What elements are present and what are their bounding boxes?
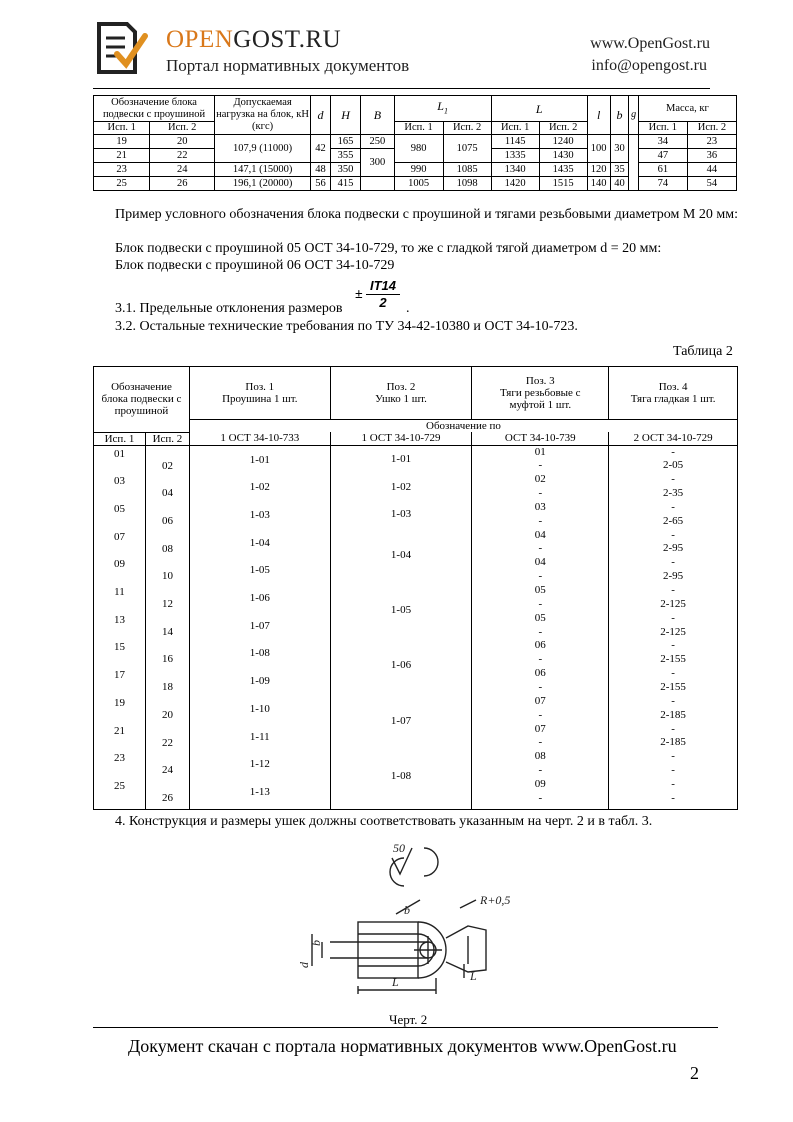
- cell: 165: [330, 135, 360, 149]
- cell: 36: [687, 149, 736, 163]
- t1-isp1: Исп. 1: [94, 122, 150, 135]
- list-item: -: [671, 528, 675, 541]
- list-item: 1-05: [249, 564, 270, 577]
- list-item: 1-10: [249, 702, 270, 715]
- cell: 1240: [539, 135, 587, 149]
- list-item: 2-95: [663, 542, 684, 555]
- cell: 1098: [443, 177, 491, 191]
- cell: 40: [610, 177, 629, 191]
- t1-m-isp2: Исп. 2: [687, 122, 736, 135]
- list-item: -: [538, 680, 543, 693]
- dim-radius: R+0,5: [480, 893, 511, 907]
- cell: 250: [361, 135, 394, 149]
- list-item: -: [538, 570, 543, 583]
- list-item: 07: [534, 722, 546, 735]
- list-item: -: [538, 653, 543, 666]
- list-item: 1-05: [390, 603, 412, 616]
- list-item: 03: [113, 475, 125, 488]
- list-item: 1-12: [249, 758, 270, 771]
- dim-d: d: [297, 962, 311, 968]
- tolerance-fraction: [366, 278, 400, 310]
- cell: 350: [330, 163, 360, 177]
- table-row: [94, 135, 737, 149]
- list-item: -: [538, 736, 543, 749]
- list-item: 08: [161, 542, 173, 555]
- list-item: 02: [161, 459, 173, 472]
- list-item: -: [671, 667, 675, 680]
- t1-header-L1: $L_1$: [394, 96, 491, 122]
- list-item: 19: [113, 696, 125, 709]
- list-item: 2-35: [663, 487, 684, 500]
- list-item: 06: [161, 514, 173, 527]
- list-item: 16: [161, 653, 173, 666]
- t2-header-pos1: Поз. 1 Проушина 1 шт.: [189, 367, 330, 420]
- cell: 23: [687, 135, 736, 149]
- clause-3-2: 3.2. Остальные технические требования по ТУ 34-42-10380 и ОСТ 34-10-723.: [115, 319, 578, 334]
- list-item: -: [671, 750, 675, 763]
- t1-header-L: L: [491, 96, 587, 122]
- cell: 19: [94, 135, 150, 149]
- list-item: 1-08: [390, 769, 412, 782]
- t1-isp2: Исп. 2: [150, 122, 215, 135]
- list-item: -: [671, 722, 675, 735]
- cell: 56: [311, 177, 331, 191]
- list-item: -: [538, 764, 543, 777]
- cell: 1515: [539, 177, 587, 191]
- list-item: -: [538, 514, 543, 527]
- clause-4: 4. Конструкция и размеры ушек должны соответствовать указанным на черт. 2 и в табл. 3.: [115, 814, 653, 829]
- list-item: 01: [534, 445, 546, 458]
- list-item: 09: [113, 558, 125, 571]
- list-item: 1-02: [249, 481, 270, 494]
- cell: 1075: [443, 135, 491, 163]
- t1-header-b: b: [610, 96, 629, 135]
- cell: 34: [638, 135, 687, 149]
- cell: 42: [311, 135, 331, 163]
- cell: 1420: [491, 177, 539, 191]
- list-item: 03: [534, 500, 546, 513]
- dim-b: b: [404, 903, 410, 917]
- list-item: -: [671, 500, 675, 513]
- list-item: 07: [534, 694, 546, 707]
- fraction-numerator: IT14: [366, 278, 400, 295]
- cell: 54: [687, 177, 736, 191]
- cell: 980: [394, 135, 443, 163]
- cell: 25: [94, 177, 150, 191]
- cell: 23: [94, 163, 150, 177]
- t2-col-pos1: [189, 445, 330, 809]
- t2-col-isp1: [94, 445, 146, 809]
- list-item: 17: [113, 669, 125, 682]
- t2-col-pos3: [472, 445, 609, 809]
- cell: 107,9 (11000): [215, 135, 311, 163]
- t1-L-isp1: Исп. 1: [491, 122, 539, 135]
- list-item: 07: [113, 530, 125, 543]
- brand-subtitle: Портал нормативных документов: [166, 56, 410, 75]
- cell: 74: [638, 177, 687, 191]
- drawing-eye-bolt: [297, 838, 530, 1018]
- list-item: -: [538, 791, 543, 804]
- cell: 147,1 (15000): [215, 163, 311, 177]
- cell: 21: [94, 149, 150, 163]
- table-row: [94, 177, 737, 191]
- header-divider: [93, 88, 710, 89]
- list-item: 1-09: [249, 675, 270, 688]
- cell: 44: [687, 163, 736, 177]
- list-item: 1-13: [249, 785, 270, 798]
- cell: [361, 177, 394, 191]
- list-item: 1-03: [249, 508, 270, 521]
- list-item: 1-06: [390, 658, 412, 671]
- t1-m-isp1: Исп. 1: [638, 122, 687, 135]
- site-link[interactable]: www.OpenGost.ru: [590, 35, 710, 52]
- list-item: 2-155: [660, 680, 686, 693]
- cell: [629, 135, 638, 191]
- list-item: 22: [161, 736, 173, 749]
- logo-icon: [95, 20, 147, 76]
- list-item: -: [538, 625, 543, 638]
- list-item: -: [671, 791, 675, 804]
- list-item: 14: [161, 625, 173, 638]
- list-item: 1-06: [249, 592, 270, 604]
- t2-isp2: Исп. 2: [145, 432, 189, 445]
- table2-caption: Таблица 2: [673, 344, 733, 359]
- t1-header-mass: Масса, кг: [638, 96, 736, 122]
- t2-header-pos2: Поз. 2 Ушко 1 шт.: [330, 367, 472, 420]
- t1-header-l: l: [587, 96, 610, 135]
- t2-header-obozn: Обозначение по: [189, 420, 737, 433]
- list-item: -: [538, 542, 543, 555]
- list-item: 2-185: [660, 736, 686, 749]
- list-item: 1-01: [249, 453, 270, 466]
- t1-header-load: Допускаемая нагрузка на блок, кН (кгс): [215, 96, 311, 135]
- cell: 48: [311, 163, 331, 177]
- cell: 26: [150, 177, 215, 191]
- t1-header-B: B: [361, 96, 394, 135]
- list-item: 1-04: [390, 548, 412, 561]
- list-item: 10: [161, 570, 173, 583]
- table-row: [94, 163, 737, 177]
- dim-l: L: [470, 969, 477, 983]
- list-item: 06: [534, 667, 546, 680]
- t1-header-g: g: [629, 96, 638, 135]
- footer-divider: [93, 1027, 718, 1028]
- cell: 120: [587, 163, 610, 177]
- list-item: -: [671, 694, 675, 707]
- cell: 1430: [539, 149, 587, 163]
- cell: 1340: [491, 163, 539, 177]
- list-item: 04: [161, 487, 173, 500]
- t1-header-designation: Обозначение блока подвески с проушиной: [94, 96, 215, 122]
- example-line-2: Блок подвески с проушиной 05 ОСТ 34-10-729, то же с гладкой тягой диаметром d = 20 мм:: [115, 241, 662, 256]
- list-item: -: [671, 764, 675, 777]
- list-item: -: [671, 556, 675, 569]
- cell: 355: [330, 149, 360, 163]
- list-item: 05: [534, 584, 546, 596]
- list-item: 04: [534, 528, 546, 541]
- list-item: 25: [113, 779, 125, 792]
- t2-col-pos4: [609, 445, 738, 809]
- t2-col-isp2: [145, 445, 189, 809]
- list-item: -: [538, 597, 543, 610]
- list-item: 1-07: [390, 714, 412, 727]
- list-item: 06: [534, 639, 546, 652]
- list-item: 20: [161, 708, 173, 721]
- example-line-3: Блок подвески с проушиной 06 ОСТ 34-10-729: [115, 258, 395, 273]
- cell: 20: [150, 135, 215, 149]
- clause-3-1: 3.1. Предельные отклонения размеров: [115, 301, 343, 316]
- list-item: 02: [534, 473, 546, 486]
- fraction-denominator: 2: [379, 295, 387, 310]
- cell: 1005: [394, 177, 443, 191]
- list-item: 26: [161, 791, 173, 804]
- list-item: 18: [161, 681, 173, 694]
- t2-std2: 1 ОСТ 34-10-729: [330, 432, 472, 445]
- t1-header-d: d: [311, 96, 331, 135]
- list-item: 12: [161, 598, 173, 610]
- plus-minus: ±: [355, 287, 363, 302]
- list-item: -: [671, 473, 675, 486]
- t2-std3: ОСТ 34-10-739: [472, 432, 609, 445]
- list-item: 15: [113, 641, 125, 654]
- figure-caption: Черт. 2: [389, 1012, 428, 1027]
- dim-L: L: [392, 975, 399, 989]
- list-item: 2-05: [663, 459, 684, 472]
- list-item: -: [671, 639, 675, 652]
- t2-header-pos4: Поз. 4 Тяга гладкая 1 шт.: [609, 367, 738, 420]
- list-item: 05: [534, 611, 546, 624]
- list-item: 1-08: [249, 647, 270, 660]
- cell: 22: [150, 149, 215, 163]
- list-item: 23: [113, 752, 125, 765]
- list-item: 2-125: [660, 597, 686, 610]
- cell: 1335: [491, 149, 539, 163]
- list-item: 04: [534, 556, 546, 569]
- table-dimensions: [93, 95, 737, 191]
- cell: 990: [394, 163, 443, 177]
- cell: 1435: [539, 163, 587, 177]
- email-link[interactable]: info@opengost.ru: [591, 57, 707, 74]
- list-item: 05: [113, 502, 125, 515]
- list-item: 2-125: [660, 625, 686, 638]
- list-item: 13: [113, 613, 125, 626]
- list-item: 01: [113, 447, 125, 460]
- page-number: 2: [690, 1063, 699, 1083]
- list-item: -: [671, 445, 675, 458]
- list-item: -: [538, 708, 543, 721]
- list-item: -: [538, 459, 543, 472]
- cell: 35: [610, 163, 629, 177]
- t2-header-designation: Обозначение блока подвески с проушиной: [94, 367, 190, 433]
- list-item: 1-02: [390, 480, 412, 493]
- t1-header-H: H: [330, 96, 360, 135]
- list-item: 09: [534, 777, 546, 790]
- list-item: 1-04: [249, 536, 270, 549]
- list-item: -: [538, 487, 543, 500]
- t2-std1: 1 ОСТ 34-10-733: [189, 432, 330, 445]
- cell: 61: [638, 163, 687, 177]
- roughness-label: 50: [393, 841, 405, 855]
- list-item: 2-185: [660, 708, 686, 721]
- list-item: 08: [534, 750, 546, 763]
- t2-col-pos2: [330, 445, 472, 809]
- t2-header-pos3: Поз. 3 Тяги резьбовые с муфтой 1 шт.: [472, 367, 609, 420]
- list-item: 21: [113, 724, 125, 737]
- list-item: 2-155: [660, 653, 686, 666]
- cell: 47: [638, 149, 687, 163]
- example-paragraph: Пример условного обозначения блока подвески с проушиной и тягами резьбовыми диаметром М 20 мм:: [115, 207, 738, 222]
- list-item: 1-03: [390, 507, 412, 520]
- list-item: 2-65: [663, 514, 684, 527]
- list-item: 1-11: [249, 730, 270, 743]
- cell: 30: [610, 135, 629, 163]
- table-components: [93, 366, 738, 810]
- list-item: 1-01: [390, 452, 412, 465]
- footer-text: Документ скачан с портала нормативных документов www.OpenGost.ru: [128, 1036, 677, 1056]
- dim-b1: b: [309, 940, 323, 946]
- cell: 24: [150, 163, 215, 177]
- cell: 300: [361, 149, 394, 177]
- cell: 100: [587, 135, 610, 163]
- list-item: 2-95: [663, 570, 684, 583]
- t2-std4: 2 ОСТ 34-10-729: [609, 432, 738, 445]
- list-item: 1-07: [249, 619, 270, 632]
- list-item: 11: [114, 586, 125, 598]
- cell: 415: [330, 177, 360, 191]
- list-item: 24: [161, 764, 173, 777]
- cell: 196,1 (20000): [215, 177, 311, 191]
- brand-name: OPENGOST.RU: [166, 26, 342, 53]
- t1-L1-isp1: Исп. 1: [394, 122, 443, 135]
- t1-L-isp2: Исп. 2: [539, 122, 587, 135]
- list-item: -: [671, 584, 675, 596]
- cell: 1085: [443, 163, 491, 177]
- list-item: -: [671, 611, 675, 624]
- list-item: -: [671, 777, 675, 790]
- t1-L1-isp2: Исп. 2: [443, 122, 491, 135]
- cell: 140: [587, 177, 610, 191]
- cell: 1145: [491, 135, 539, 149]
- t2-isp1: Исп. 1: [94, 432, 146, 445]
